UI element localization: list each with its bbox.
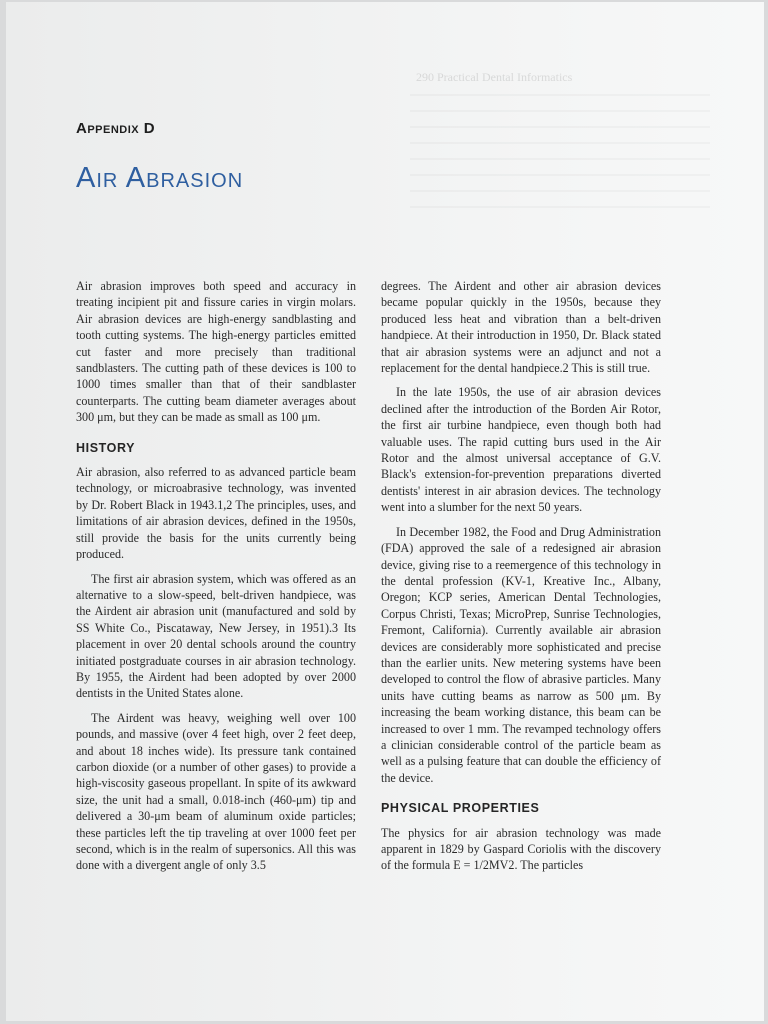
continued-paragraph: degrees. The Airdent and other air abrasion devices became popular quickly in the 1950s, because they produced less heat and vibration than a belt-driven handpiece. At their introduction in 1950, Dr. Black stated that air abrasion systems were an adjunct and not a replacement for the dental handpiece.2 This is still true. bbox=[381, 279, 661, 376]
bleedthrough-lines bbox=[410, 94, 710, 222]
history-paragraph-1: Air abrasion, also referred to as advanced particle beam technology, or microabrasive technology, was invented by Dr. Robert Black in 1943.1,2 The principles, uses, and limitations of air abrasion devices, defined in the 1950s, still provide the basis for the units currently being produced. bbox=[76, 465, 356, 562]
history-paragraph-2: The first air abrasion system, which was offered as an alternative to a slow-speed, belt-driven handpiece, was the Airdent air abrasion unit (manufactured and sold by SS White Co., Piscataway, New Jersey, in 1951).3 Its placement in over 20 dental schools around the country initiated postgraduate courses in air abrasion technology. By 1955, the Airdent had been adopted by over 2000 dentists in the United States alone. bbox=[76, 571, 356, 701]
intro-paragraph: Air abrasion improves both speed and accuracy in treating incipient pit and fissure caries in virgin molars. Air abrasion devices are high-energy sandblasting and tooth cutting systems. The high-energy particles emitted cut faster and more precisely than traditional sandblasters. The cutting path of these devices is 100 to 1000 times smaller than that of their sandblaster counterparts. The cutting beam diameter averages about 300 μm, but they can be made as small as 100 μm. bbox=[76, 279, 356, 425]
bleedthrough-header: 290 Practical Dental Informatics bbox=[416, 70, 573, 84]
right-column bbox=[381, 278, 661, 882]
appendix-label: Appendix D bbox=[76, 120, 156, 137]
physical-properties-heading: PHYSICAL PROPERTIES bbox=[381, 801, 540, 816]
chapter-title: Air Abrasion bbox=[76, 162, 244, 194]
book-page bbox=[6, 2, 764, 1021]
physical-paragraph-1: The physics for air abrasion technology was made apparent in 1829 by Gaspard Coriolis with the discovery of the formula E = 1/2MV2. The particles bbox=[381, 825, 661, 873]
decline-paragraph: In the late 1950s, the use of air abrasion devices declined after the introduction of the Borden Air Rotor, the first air turbine handpiece, even though both had valuable uses. The rapid cutting burs used in the Air Rotor and the almost universal acceptance of G.V. Black's extension-for-prevention preparations diverted dentists' interest in air abrasion devices. The technology went into a slumber for the next 50 years. bbox=[381, 385, 661, 515]
history-paragraph-3: The Airdent was heavy, weighing well over 100 pounds, and massive (over 4 feet high, over 2 feet deep, and about 18 inches wide). Its pressure tank contained carbon dioxide (or a number of other gases) to provide a high-viscosity gaseous propellant. In spite of its awkward size, the unit had a small, 0.018-inch (460-μm) tip and delivered a 30-μm beam of aluminum oxide particles; these particles left the tip traveling at over 1000 feet per second, which is in the realm of supersonics. All this was done with a divergent angle of only 3.5 bbox=[76, 710, 356, 873]
left-column bbox=[76, 278, 356, 882]
fda-paragraph: In December 1982, the Food and Drug Administration (FDA) approved the sale of a redesigned air abrasion device, giving rise to a reemergence of this technology in the dental profession (KV-1, Kreative Inc., Albany, Oregon; KCP series, American Dental Technologies, Corpus Christi, Texas; MicroPrep, Sunrise Technologies, Fremont, California). Currently available air abrasion devices are considerably more sophisticated and precise than the earlier units. New metering systems have been developed to control the flow of abrasive particles. Many units have cutting beams as narrow as 500 μm. By increasing the beam working distance, this beam can be increased to over 1 mm. The revamped technology offers a clinician considerable control of the particle beam as well as a pulsing feature that can double the efficiency of the device. bbox=[381, 524, 661, 785]
history-heading: HISTORY bbox=[76, 440, 136, 455]
